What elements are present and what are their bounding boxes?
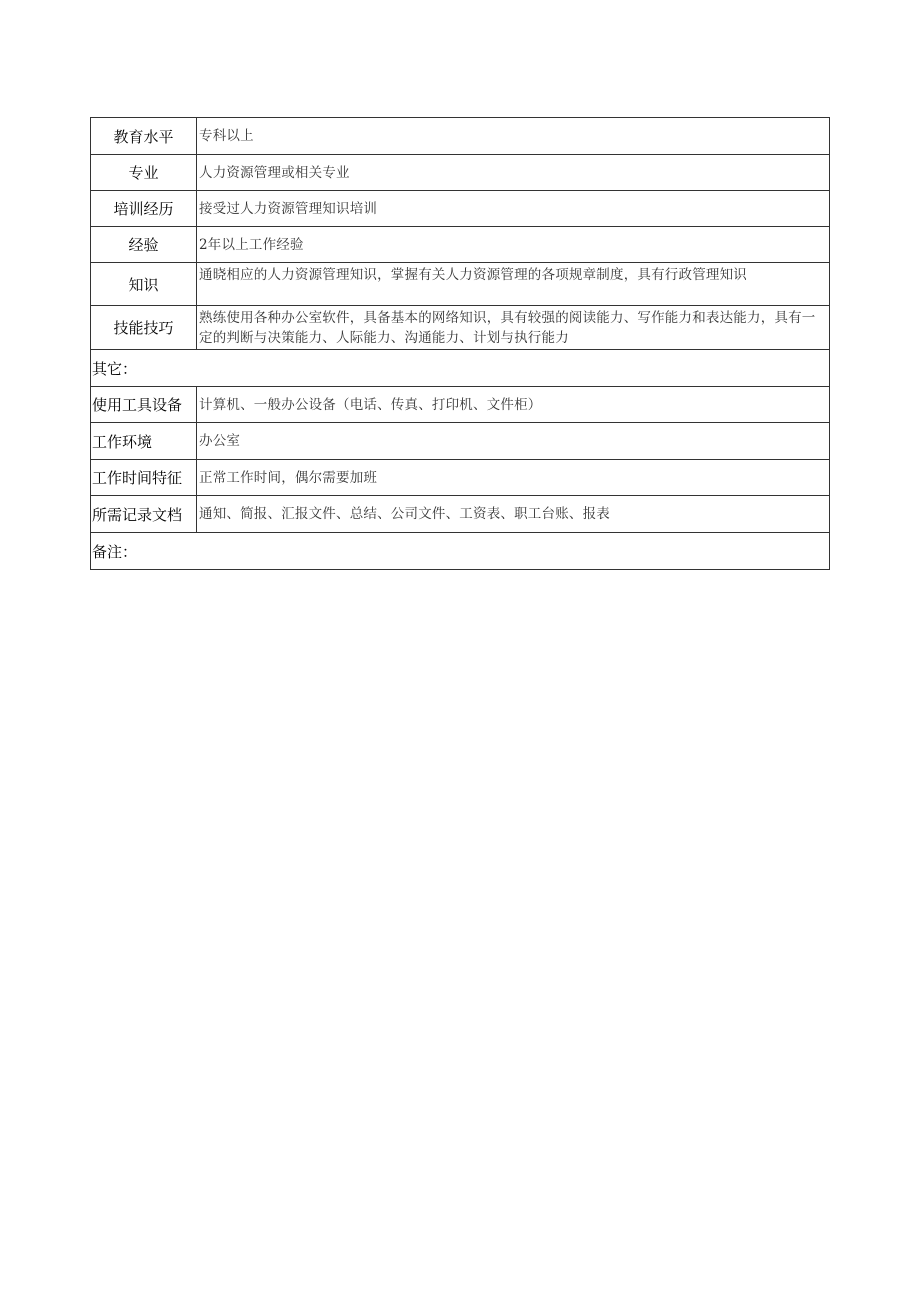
- row-tools: [91, 387, 830, 423]
- row-knowledge: [91, 263, 830, 306]
- row-major: [91, 155, 830, 191]
- value-major: 人力资源管理或相关专业: [197, 155, 830, 191]
- row-documents: [91, 496, 830, 533]
- label-experience: 经验: [91, 227, 197, 263]
- label-work-time: 工作时间特征: [91, 460, 197, 496]
- section-notes-heading: 备注：: [91, 533, 830, 570]
- value-experience: 2年以上工作经验: [197, 227, 830, 263]
- row-section-notes: [91, 533, 830, 570]
- row-skills: [91, 306, 830, 350]
- label-training: 培训经历: [91, 191, 197, 227]
- label-documents: 所需记录文档: [91, 496, 197, 533]
- row-experience: [91, 227, 830, 263]
- label-knowledge: 知识: [91, 263, 197, 306]
- row-work-time: [91, 460, 830, 496]
- label-education: 教育水平: [91, 118, 197, 155]
- row-section-other: [91, 350, 830, 387]
- label-skills: 技能技巧: [91, 306, 197, 350]
- value-knowledge: 通晓相应的人力资源管理知识，掌握有关人力资源管理的各项规章制度，具有行政管理知识: [197, 263, 830, 306]
- label-environment: 工作环境: [91, 423, 197, 460]
- section-other-heading: 其它：: [91, 350, 830, 387]
- label-major: 专业: [91, 155, 197, 191]
- row-environment: [91, 423, 830, 460]
- value-tools: 计算机、一般办公设备（电话、传真、打印机、文件柜）: [197, 387, 830, 423]
- value-work-time: 正常工作时间，偶尔需要加班: [197, 460, 830, 496]
- value-skills: 熟练使用各种办公室软件，具备基本的网络知识，具有较强的阅读能力、写作能力和表达能力，具有一定的判断与决策能力、人际能力、沟通能力、计划与执行能力: [197, 306, 830, 350]
- value-documents: 通知、简报、汇报文件、总结、公司文件、工资表、职工台账、报表: [197, 496, 830, 533]
- row-education: [91, 118, 830, 155]
- label-tools: 使用工具设备: [91, 387, 197, 423]
- value-environment: 办公室: [197, 423, 830, 460]
- value-education: 专科以上: [197, 118, 830, 155]
- job-spec-table: [90, 117, 830, 570]
- value-training: 接受过人力资源管理知识培训: [197, 191, 830, 227]
- row-training: [91, 191, 830, 227]
